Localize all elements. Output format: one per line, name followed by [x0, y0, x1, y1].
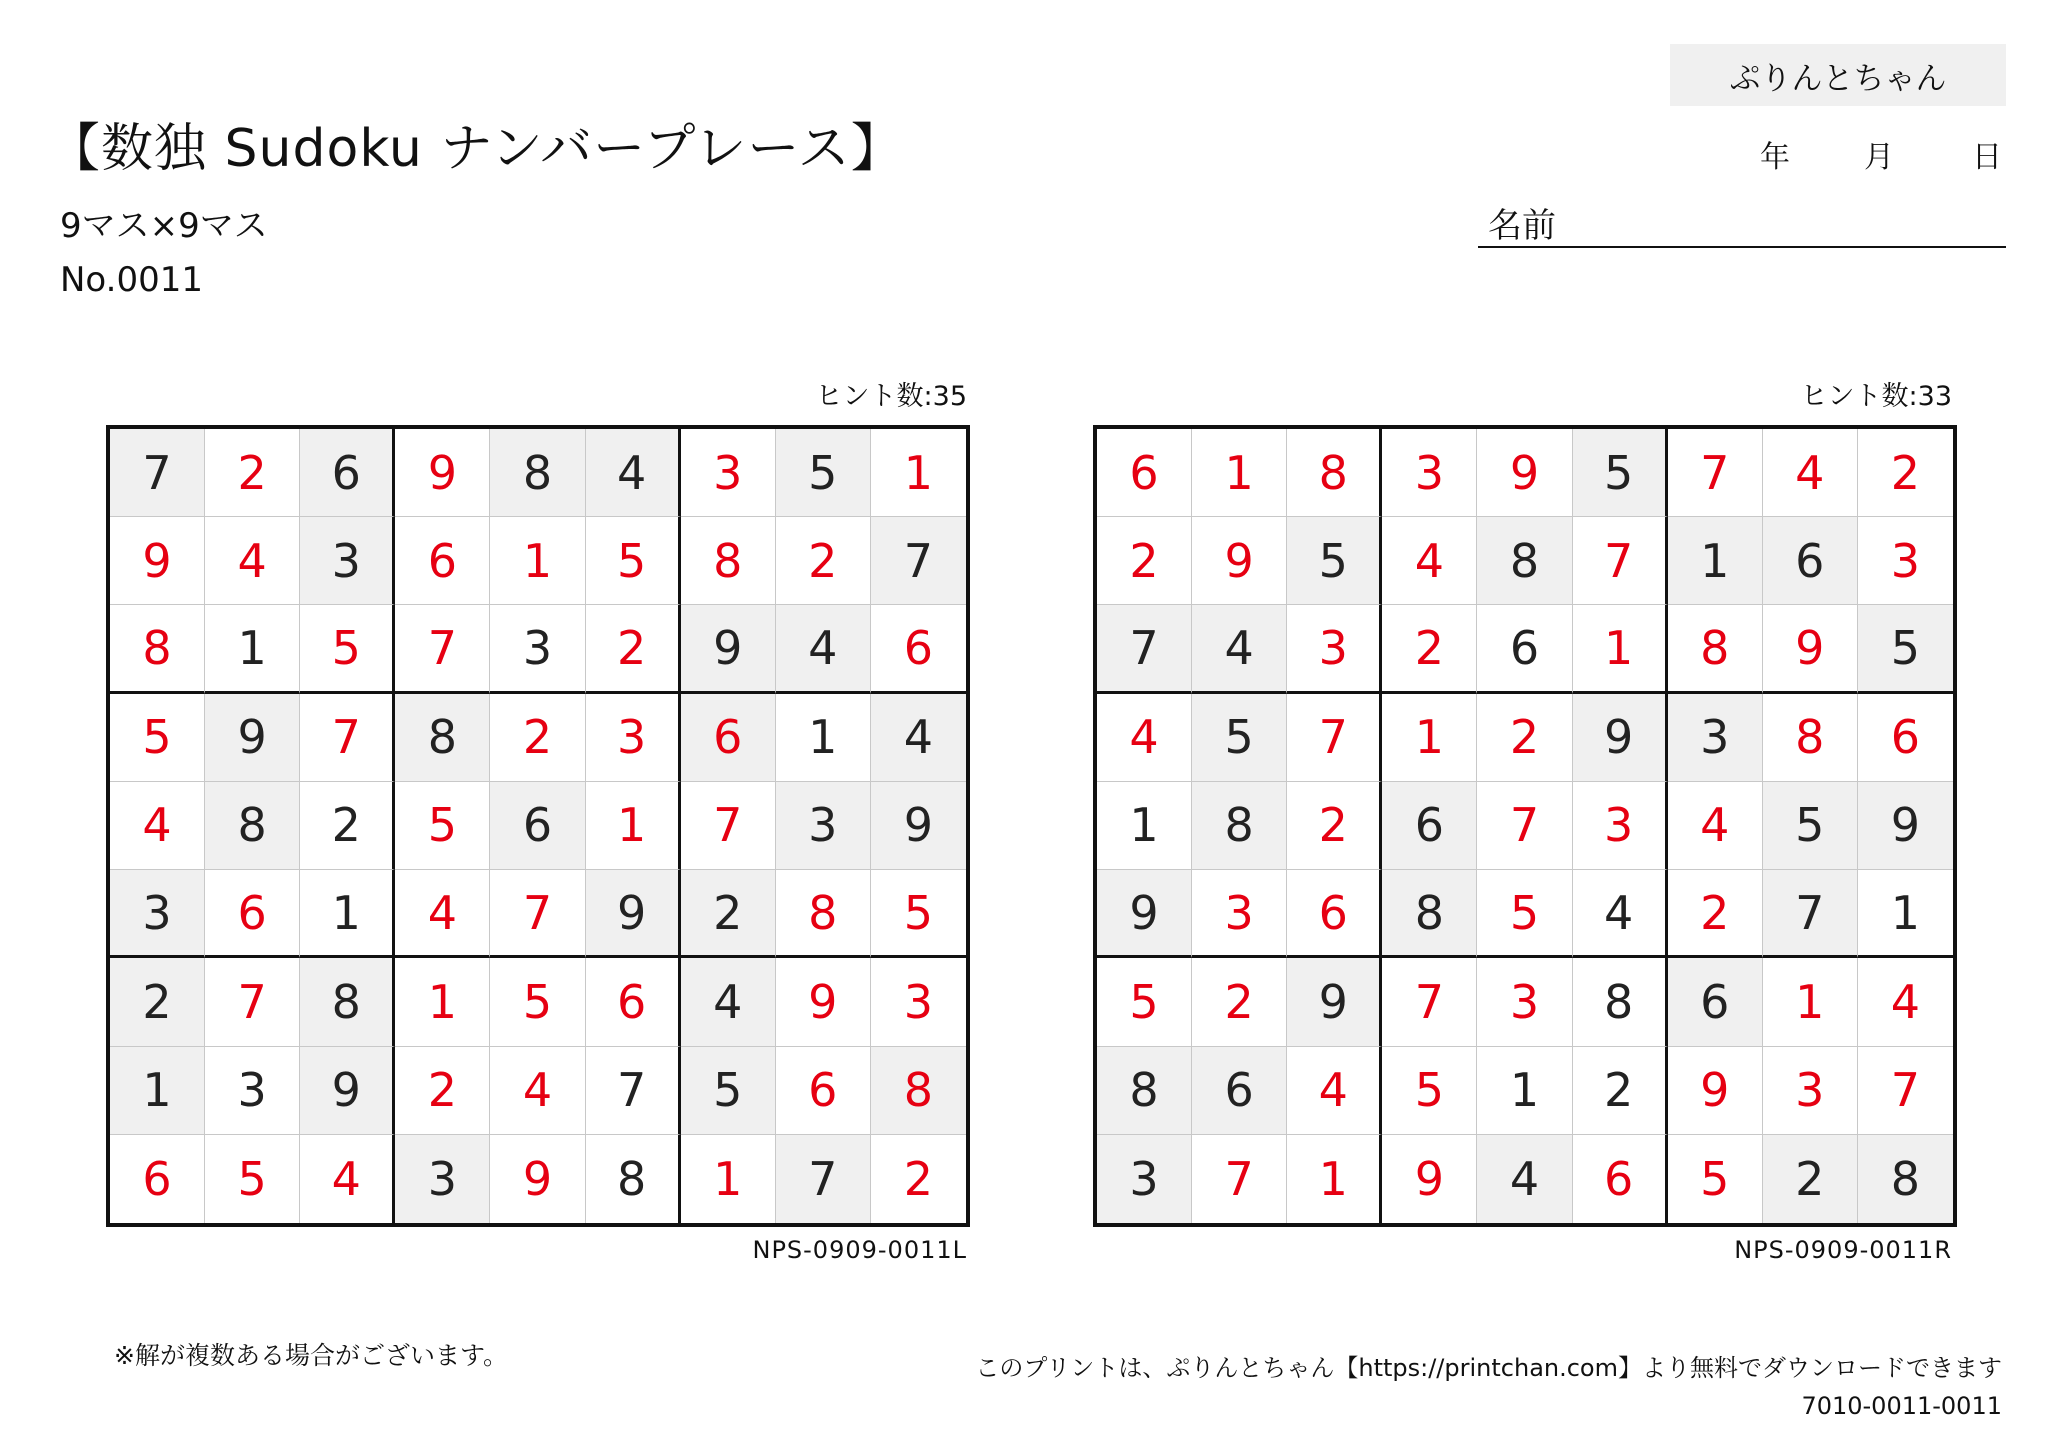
sudoku-cell: 1	[110, 1047, 205, 1135]
sudoku-cell: 7	[1382, 958, 1477, 1046]
sudoku-cell: 2	[300, 782, 395, 870]
sudoku-cell: 9	[110, 517, 205, 605]
sudoku-cell: 6	[1192, 1047, 1287, 1135]
sudoku-grid-right	[1093, 425, 1957, 1227]
sudoku-cell: 3	[871, 958, 966, 1046]
sudoku-cell: 9	[1382, 1135, 1477, 1223]
hint-count-left: ヒント数:35	[815, 381, 967, 412]
sudoku-cell: 5	[776, 429, 871, 517]
sudoku-cell: 9	[1573, 694, 1668, 782]
sudoku-cell: 2	[903, 1151, 934, 1206]
sudoku-cell: 8	[1858, 1135, 1953, 1223]
sudoku-cell: 4	[586, 429, 681, 517]
sudoku-cell: 1	[586, 782, 681, 870]
sudoku-cell: 3	[681, 429, 776, 517]
date-year-label: 年	[1760, 140, 1790, 175]
sudoku-cell: 2	[1192, 958, 1287, 1046]
sudoku-cell: 4	[681, 958, 776, 1046]
sudoku-cell: 4	[205, 517, 300, 605]
date-day-label: 日	[1972, 140, 2002, 175]
sudoku-cell: 4	[1097, 694, 1192, 782]
sudoku-cell: 2	[1573, 1047, 1668, 1135]
sudoku-cell: 1	[776, 694, 871, 782]
sudoku-cell: 6	[300, 429, 395, 517]
sudoku-cell: 8	[300, 958, 395, 1046]
name-field-line	[1478, 246, 2006, 248]
sudoku-cell: 2	[681, 870, 776, 958]
sudoku-cell: 6	[681, 694, 776, 782]
sudoku-cell: 4	[1763, 429, 1858, 517]
sudoku-cell: 1	[871, 429, 966, 517]
sudoku-cell: 5	[1477, 870, 1572, 958]
sudoku-cell: 2	[110, 958, 205, 1046]
sudoku-cell: 8	[1097, 1047, 1192, 1135]
sudoku-cell: 8	[395, 694, 490, 782]
sudoku-cell: 4	[776, 605, 871, 693]
sudoku-cell: 8	[586, 1135, 681, 1223]
sudoku-cell: 5	[1858, 605, 1953, 693]
sudoku-cell: 3	[1097, 1135, 1192, 1223]
sudoku-cell: 6	[205, 870, 300, 958]
date-month-label: 月	[1864, 140, 1894, 175]
sudoku-cell: 5	[1097, 958, 1192, 1046]
sudoku-cell: 2	[586, 605, 681, 693]
download-notice: このプリントは、ぷりんとちゃん【https://printchan.com】より無料でダウンロードできます	[975, 1354, 2002, 1382]
sudoku-cell: 2	[776, 517, 871, 605]
sudoku-cell: 3	[110, 870, 205, 958]
page-title: 【数独 Sudoku ナンバープレース】	[48, 119, 904, 179]
sudoku-cell: 5	[1573, 429, 1668, 517]
sudoku-cell: 3	[1477, 958, 1572, 1046]
sudoku-cell: 1	[1382, 694, 1477, 782]
sudoku-cell: 2	[205, 429, 300, 517]
sudoku-cell: 7	[1287, 694, 1382, 782]
sudoku-cell: 5	[205, 1135, 300, 1223]
sudoku-cell: 4	[1477, 1135, 1572, 1223]
sudoku-cell: 5	[1192, 694, 1287, 782]
sudoku-cell: 9	[1097, 870, 1192, 958]
sudoku-cell: 5	[490, 958, 585, 1046]
sudoku-cell: 3	[205, 1047, 300, 1135]
sudoku-cell: 3	[1573, 782, 1668, 870]
sudoku-cell: 4	[1287, 1047, 1382, 1135]
sudoku-cell: 9	[1668, 1047, 1763, 1135]
sudoku-cell: 3	[586, 694, 681, 782]
sudoku-cell: 9	[205, 694, 300, 782]
sudoku-cell: 3	[1192, 870, 1287, 958]
sudoku-cell: 4	[1858, 958, 1953, 1046]
sudoku-cell: 9	[1858, 782, 1953, 870]
sudoku-cell: 3	[776, 782, 871, 870]
sudoku-cell: 5	[1287, 517, 1382, 605]
sudoku-cell: 1	[1097, 782, 1192, 870]
sudoku-cell: 8	[110, 605, 205, 693]
sudoku-cell: 7	[1858, 1047, 1953, 1135]
sudoku-cell: 4	[1573, 870, 1668, 958]
sudoku-cell: 9	[1287, 958, 1382, 1046]
sudoku-cell: 5	[1382, 1047, 1477, 1135]
sudoku-cell: 8	[681, 517, 776, 605]
sudoku-cell: 7	[586, 1047, 681, 1135]
sudoku-cell: 2	[1382, 605, 1477, 693]
multiple-solutions-note: ※解が複数ある場合がございます。	[114, 1341, 508, 1370]
sudoku-cell: 8	[1287, 429, 1382, 517]
sudoku-cell: 1	[1287, 1135, 1382, 1223]
sudoku-cell: 4	[1192, 605, 1287, 693]
sudoku-cell: 4	[871, 694, 966, 782]
sudoku-cell: 4	[395, 870, 490, 958]
sudoku-cell: 1	[395, 958, 490, 1046]
sudoku-cell: 7	[205, 958, 300, 1046]
sudoku-cell: 6	[395, 517, 490, 605]
serial-number: 7010-0011-0011	[1801, 1392, 2002, 1420]
sudoku-cell: 1	[300, 870, 395, 958]
sudoku-cell: 8	[871, 1047, 966, 1135]
grid-size-label: 9マス×9マス	[60, 206, 268, 246]
sudoku-cell: 7	[1573, 517, 1668, 605]
sudoku-cell: 4	[1382, 517, 1477, 605]
sudoku-cell: 5	[110, 694, 205, 782]
sudoku-cell: 2	[1858, 429, 1953, 517]
sudoku-cell: 7	[776, 1135, 871, 1223]
sudoku-cell: 2	[1477, 694, 1572, 782]
sudoku-cell: 5	[586, 517, 681, 605]
sudoku-cell: 1	[1858, 870, 1953, 958]
sudoku-cell: 6	[586, 958, 681, 1046]
sudoku-cell: 4	[1668, 782, 1763, 870]
sudoku-cell: 1	[1763, 958, 1858, 1046]
sudoku-cell: 6	[776, 1047, 871, 1135]
sudoku-cell: 8	[490, 429, 585, 517]
sudoku-cell: 6	[1287, 870, 1382, 958]
sudoku-cell: 1	[681, 1135, 776, 1223]
sudoku-cell: 9	[586, 870, 681, 958]
sudoku-cell: 9	[490, 1135, 585, 1223]
worksheet-number: No.0011	[60, 260, 203, 300]
sudoku-cell: 6	[1668, 958, 1763, 1046]
sudoku-cell: 9	[681, 605, 776, 693]
sudoku-cell: 1	[1477, 1047, 1572, 1135]
name-label: 名前	[1488, 206, 1556, 246]
sudoku-cell: 3	[1668, 694, 1763, 782]
sudoku-cell: 9	[300, 1047, 395, 1135]
sudoku-cell: 4	[110, 782, 205, 870]
sudoku-cell: 4	[490, 1047, 585, 1135]
sudoku-cell: 7	[1668, 429, 1763, 517]
sudoku-cell: 5	[871, 870, 966, 958]
sudoku-cell: 4	[300, 1135, 395, 1223]
sudoku-cell: 1	[1192, 429, 1287, 517]
sudoku-cell: 6	[1573, 1135, 1668, 1223]
sudoku-cell: 3	[1858, 517, 1953, 605]
sudoku-cell: 9	[1477, 429, 1572, 517]
sudoku-cell: 3	[300, 517, 395, 605]
sudoku-cell: 5	[1668, 1135, 1763, 1223]
sudoku-cell: 1	[1573, 605, 1668, 693]
sudoku-cell: 6	[490, 782, 585, 870]
sudoku-cell: 5	[1763, 782, 1858, 870]
sudoku-cell: 5	[300, 605, 395, 693]
sudoku-cell: 9	[1763, 605, 1858, 693]
sudoku-cell: 1	[205, 605, 300, 693]
sudoku-cell: 6	[1382, 782, 1477, 870]
sudoku-cell: 8	[1668, 605, 1763, 693]
sudoku-cell: 2	[1763, 1135, 1858, 1223]
sudoku-cell: 7	[871, 517, 966, 605]
sudoku-cell: 6	[1763, 517, 1858, 605]
sudoku-cell: 1	[490, 517, 585, 605]
brand-badge	[1670, 44, 2006, 106]
sudoku-cell: 5	[395, 782, 490, 870]
sudoku-cell: 9	[776, 958, 871, 1046]
sudoku-cell: 8	[1763, 694, 1858, 782]
sudoku-cell: 7	[1763, 870, 1858, 958]
sudoku-cell: 8	[1477, 517, 1572, 605]
hint-count-right: ヒント数:33	[1800, 381, 1952, 412]
sudoku-cell: 5	[681, 1047, 776, 1135]
sudoku-cell: 1	[1668, 517, 1763, 605]
sudoku-cell: 6	[110, 1135, 205, 1223]
sudoku-cell: 9	[395, 429, 490, 517]
sudoku-cell: 7	[1097, 605, 1192, 693]
sudoku-cell: 8	[1382, 870, 1477, 958]
sudoku-cell: 8	[1573, 958, 1668, 1046]
brand-name: ぷりんとちゃん	[1729, 60, 1947, 97]
sudoku-cell: 7	[681, 782, 776, 870]
sudoku-cell: 9	[1192, 517, 1287, 605]
sudoku-cell: 8	[205, 782, 300, 870]
sudoku-cell: 7	[395, 605, 490, 693]
sudoku-cell: 2	[1668, 870, 1763, 958]
sudoku-cell: 2	[1287, 782, 1382, 870]
sudoku-cell: 6	[1477, 605, 1572, 693]
sudoku-cell: 3	[395, 1135, 490, 1223]
sudoku-cell: 2	[490, 694, 585, 782]
sudoku-cell: 2	[1097, 517, 1192, 605]
sudoku-cell: 2	[395, 1047, 490, 1135]
sudoku-cell: 3	[1287, 605, 1382, 693]
sudoku-cell: 3	[1382, 429, 1477, 517]
sudoku-cell: 6	[1097, 429, 1192, 517]
sudoku-cell: 7	[300, 694, 395, 782]
sudoku-cell: 8	[776, 870, 871, 958]
sudoku-cell: 9	[871, 782, 966, 870]
sudoku-cell: 6	[1858, 694, 1953, 782]
puzzle-code-left: NPS-0909-0011L	[752, 1236, 967, 1264]
sudoku-cell: 3	[1763, 1047, 1858, 1135]
sudoku-cell: 7	[1477, 782, 1572, 870]
puzzle-code-right: NPS-0909-0011R	[1734, 1236, 1952, 1264]
sudoku-cell: 8	[1192, 782, 1287, 870]
sudoku-cell: 7	[1192, 1135, 1287, 1223]
sudoku-cell: 7	[490, 870, 585, 958]
sudoku-grid-left	[106, 425, 970, 1227]
sudoku-cell: 3	[490, 605, 585, 693]
sudoku-cell: 6	[871, 605, 966, 693]
sudoku-cell: 7	[110, 429, 205, 517]
